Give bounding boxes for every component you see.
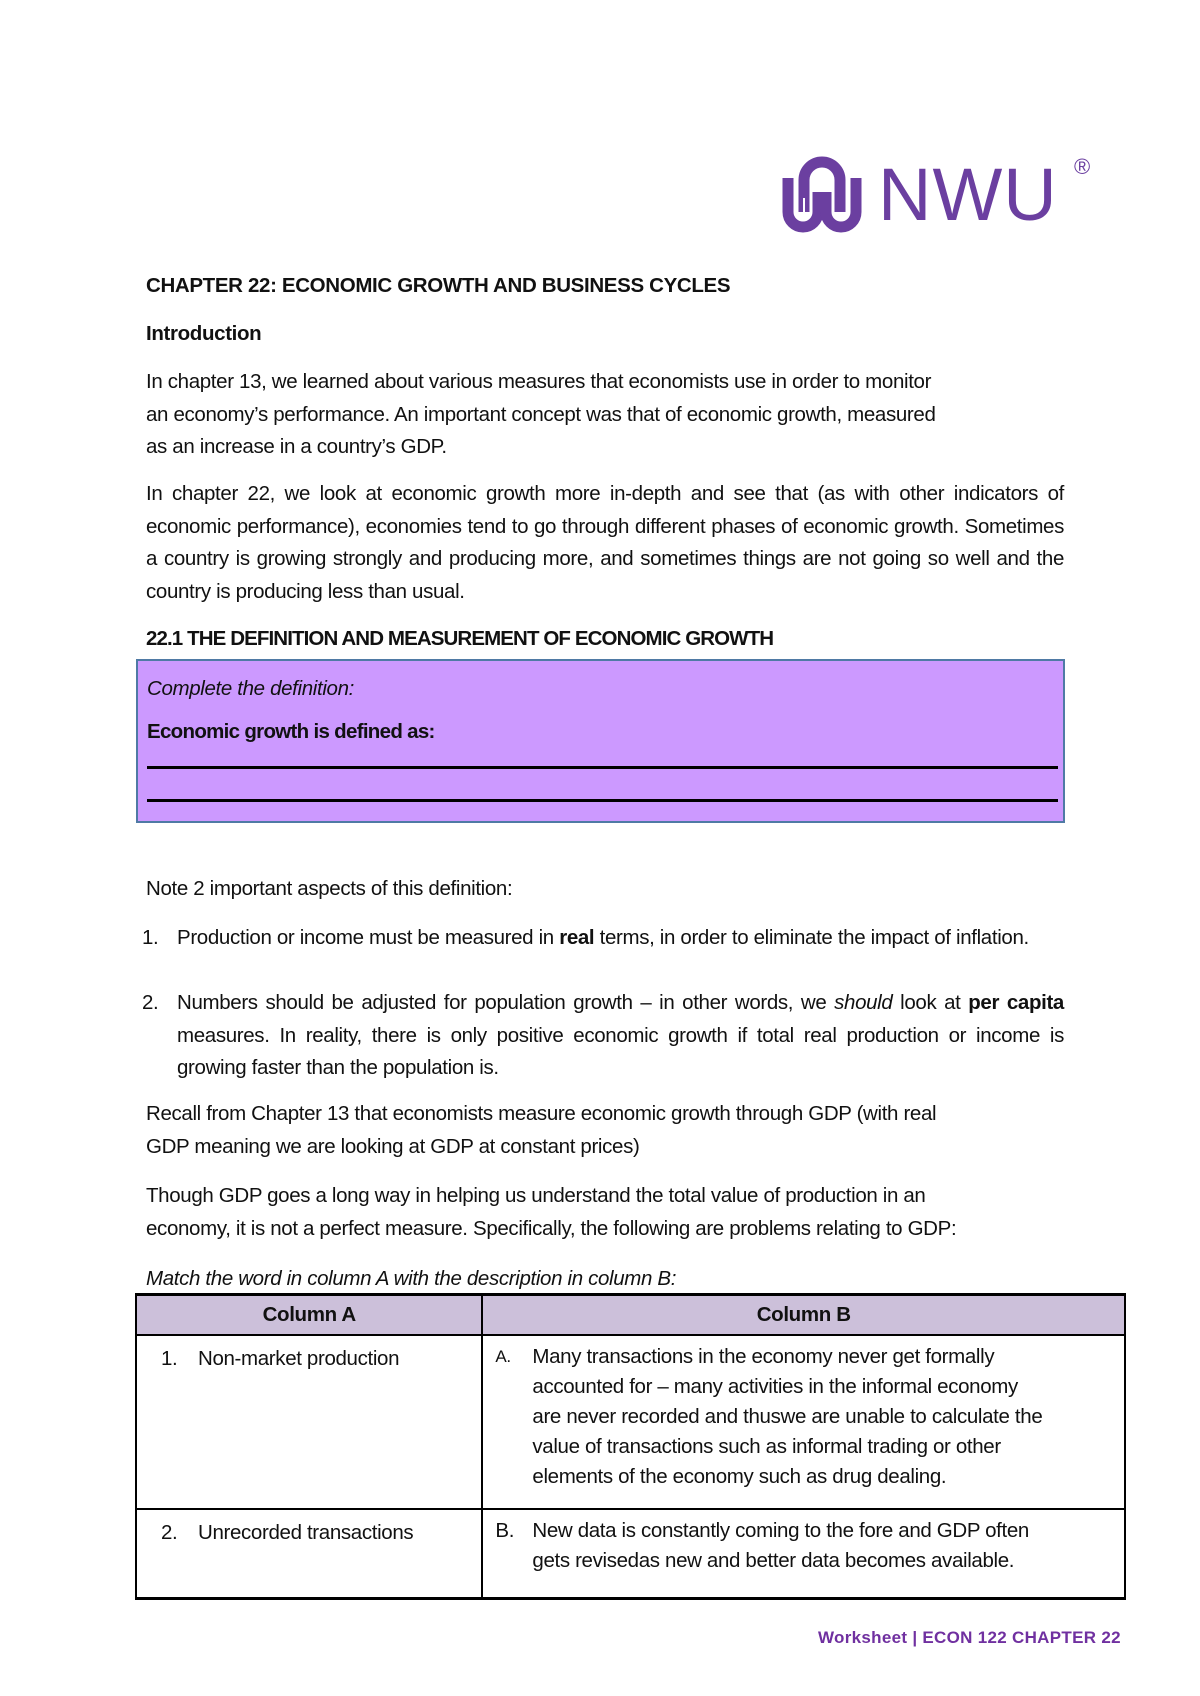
description-line: Many transactions in the economy never get formally bbox=[532, 1345, 995, 1368]
registered-mark: ® bbox=[1074, 154, 1091, 179]
column-a-header: Column A bbox=[136, 1295, 482, 1336]
nwu-logo bbox=[782, 152, 1102, 236]
emphasis-per-capita: per capita bbox=[968, 991, 1064, 1014]
nwu-interlinked-arches-icon bbox=[782, 154, 862, 234]
intro-heading: Introduction bbox=[146, 322, 262, 345]
section-heading: 22.1 THE DEFINITION AND MEASUREMENT OF ECONOMIC GROWTH bbox=[146, 627, 774, 650]
note-intro: Note 2 important aspects of this definition: bbox=[146, 877, 513, 900]
page-footer: Worksheet | ECON 122 CHAPTER 22 bbox=[818, 1628, 1121, 1647]
though-line: Though GDP goes a long way in helping us understand the total value of production in an bbox=[146, 1184, 926, 1207]
aspect-item-1 bbox=[142, 922, 1064, 955]
column-b-cell bbox=[482, 1509, 1125, 1598]
text: Production or income must be measured in bbox=[177, 926, 560, 949]
column-b-header: Column B bbox=[482, 1295, 1125, 1336]
though-line: economy, it is not a perfect measure. Specifically, the following are problems relating to GDP: bbox=[146, 1216, 957, 1240]
answer-line-1[interactable] bbox=[147, 766, 1058, 769]
intro-para1-line: In chapter 13, we learned about various measures that economists use in order to monitor bbox=[146, 370, 932, 393]
emphasis-should: should bbox=[834, 991, 893, 1014]
column-a-cell bbox=[136, 1335, 482, 1509]
recall-line: Recall from Chapter 13 that economists measure economic growth through GDP (with real bbox=[146, 1102, 937, 1125]
description-line: value of transactions such as informal trading or other bbox=[532, 1435, 1001, 1458]
column-b-cell bbox=[482, 1335, 1125, 1509]
intro-para1-line: as an increase in a country’s GDP. bbox=[146, 435, 447, 458]
description-line: elements of the economy such as drug dealing. bbox=[532, 1465, 947, 1488]
description bbox=[532, 1342, 1116, 1492]
answer-line-2[interactable] bbox=[147, 799, 1058, 802]
text: Numbers should be adjusted for population growth – in other words, we bbox=[177, 991, 835, 1014]
text: look at bbox=[892, 991, 969, 1014]
term: Unrecorded transactions bbox=[198, 1521, 414, 1544]
table-row bbox=[136, 1509, 1125, 1598]
gdp-limitations-paragraph bbox=[146, 1180, 956, 1245]
table-row bbox=[136, 1335, 1125, 1509]
description-line: accounted for – many activities in the informal economy bbox=[532, 1375, 1018, 1398]
match-table bbox=[135, 1293, 1126, 1600]
description-line: gets revisedas new and better data becomes available. bbox=[532, 1549, 1015, 1572]
list-number: 2. bbox=[142, 991, 159, 1014]
term: Non-market production bbox=[198, 1347, 400, 1370]
item-letter: B. bbox=[495, 1519, 515, 1542]
table-header-row bbox=[136, 1295, 1125, 1336]
logo-wordmark: NWU bbox=[878, 153, 1058, 236]
intro-paragraph-1 bbox=[146, 366, 1064, 464]
item-number: 2. bbox=[161, 1521, 178, 1544]
definition-box bbox=[136, 659, 1065, 823]
list-item-text bbox=[177, 922, 1064, 955]
description bbox=[532, 1516, 1116, 1576]
list-number: 1. bbox=[142, 926, 159, 949]
emphasis-real: real bbox=[559, 926, 595, 949]
list-item-text bbox=[177, 987, 1064, 1085]
description-line: New data is constantly coming to the fore and GDP often bbox=[532, 1519, 1029, 1542]
column-a-cell bbox=[136, 1509, 482, 1598]
item-number: 1. bbox=[161, 1347, 178, 1370]
item-letter: A. bbox=[495, 1347, 511, 1366]
definition-instruction: Complete the definition: bbox=[147, 677, 354, 700]
description-line: are never recorded and thuswe are unable to calculate the bbox=[532, 1405, 1043, 1428]
recall-line: GDP meaning we are looking at GDP at constant prices) bbox=[146, 1134, 640, 1158]
aspect-item-2 bbox=[142, 987, 1064, 1085]
chapter-title: CHAPTER 22: ECONOMIC GROWTH AND BUSINESS CYCLES bbox=[146, 274, 731, 297]
recall-paragraph bbox=[146, 1098, 936, 1163]
text: terms, in order to eliminate the impact of inflation. bbox=[594, 926, 1029, 949]
intro-paragraph-2: In chapter 22, we look at economic growth more in-depth and see that (as with other indicators of economic performance), economies tend to go through different phases of economic growth. Sometimes a country is growing strongly and producing more, and sometimes things are not going so well and the country is producing less than usual. bbox=[146, 482, 1064, 603]
match-instruction: Match the word in column A with the description in column B: bbox=[146, 1267, 677, 1290]
intro-para1-line: an economy’s performance. An important concept was that of economic growth, measured bbox=[146, 402, 936, 426]
definition-prompt: Economic growth is defined as: bbox=[147, 720, 435, 743]
text: measures. In reality, there is only positive economic growth if total real production or income is growing faster than the population is. bbox=[177, 1023, 1064, 1079]
